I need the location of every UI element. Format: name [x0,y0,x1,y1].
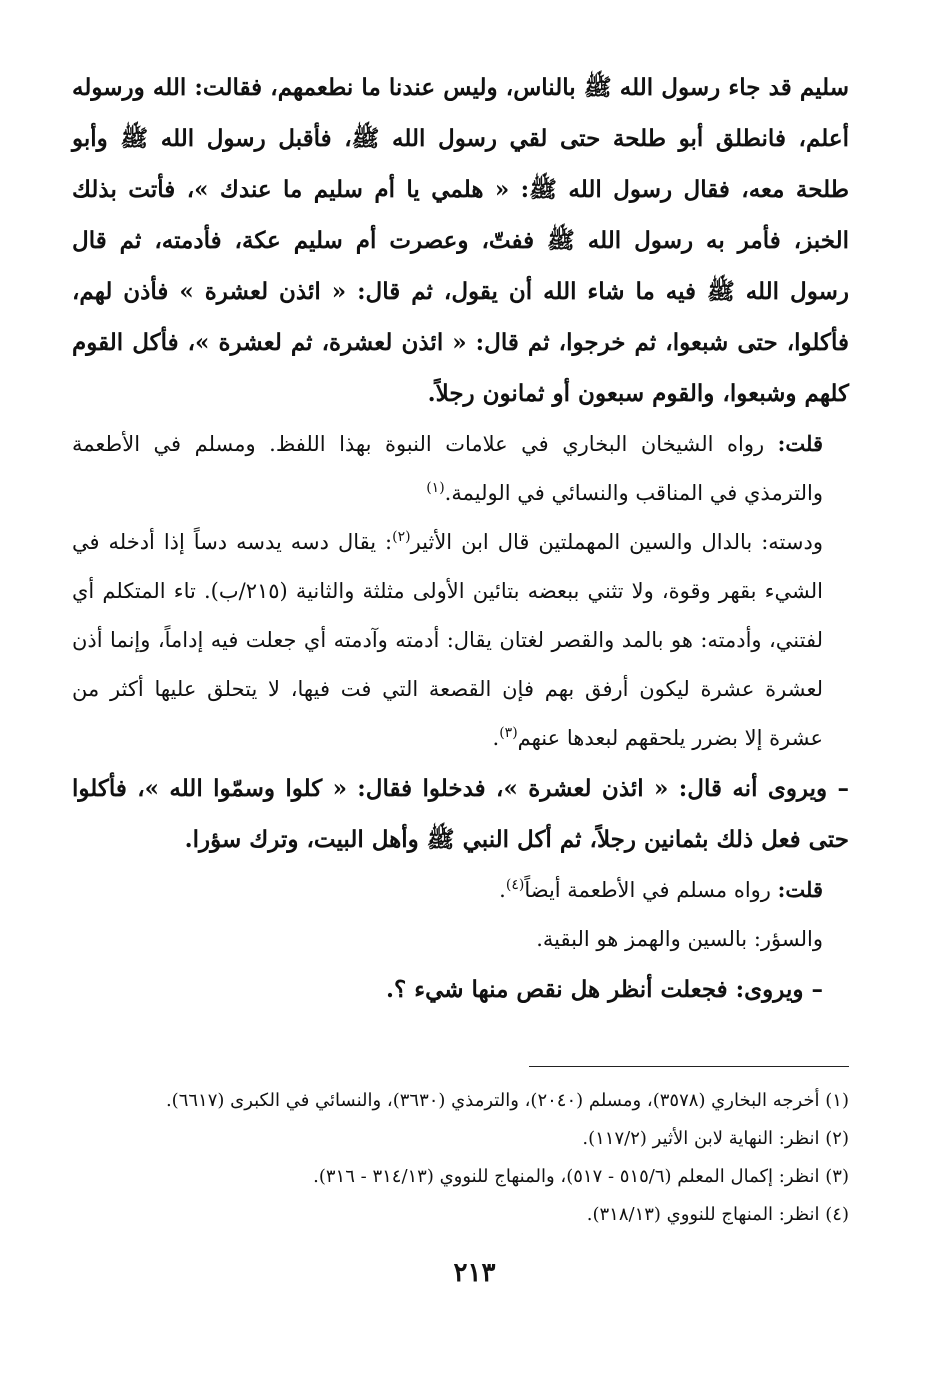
commentary-lead: قلت: [777,431,823,456]
commentary-text: رواه الشيخان البخاري في علامات النبوة بهذا اللفظ. ومسلم في الأطعمة والترمذي في المناقب والنسائي في الوليمة. [72,432,823,505]
definition-text: والسؤر: بالسين والهمز هو البقية. [536,927,823,951]
commentary-text: رواه مسلم في الأطعمة أيضاً [524,878,778,902]
commentary-text: . [499,878,506,902]
footnotes [80,1082,849,1234]
footnote-ref: (٤) [505,877,525,893]
hadith-text: سليم قد جاء رسول الله ﷺ بالناس، وليس عندنا ما نطعمهم، فقالت: الله ورسوله أعلم، فانطلق أبو طلحة حتى لقي رسول الله ﷺ، فأقبل رسول الله ﷺ وأبو طلحة معه، فقال رسول الله ﷺ: « هلمي يا أم سليم ما عندك »، فأتت بذلك الخبز، فأمر به رسول الله ﷺ ففتّ، وعصرت أم سليم عكة، فأدمته، ثم قال رسول الله ﷺ فيه ما شاء الله أن يقول، ثم قال: « ائذن لعشرة » فأذن لهم، فأكلوا، حتى شبعوا، ثم خرجوا، ثم قال: « ائذن لعشرة، ثم لعشرة »، فأكل القوم كلهم وشبعوا، والقوم سبعون أو ثمانون رجلاً. [72,74,849,407]
main-text [72,62,849,1015]
narration-text: – ويروى أنه قال: « ائذن لعشرة »، فدخلوا فقال: « كلوا وسمّوا الله »، فأكلوا حتى فعل ذلك بثمانين رجلاً، ثم أكل النبي ﷺ وأهل البيت، وترك سؤرا. [72,775,849,853]
page-number: ٢١٣ [453,1258,496,1288]
commentary-paragraph [72,419,849,518]
footnote: (٢) انظر: النهاية لابن الأثير (١١٧/٢). [582,1128,849,1149]
explanation-text: ودسته: بالدال والسين المهملتين قال ابن الأثير [410,530,823,554]
explanation-text: . [492,726,500,750]
footnote: (١) أخرجه البخاري (٣٥٧٨)، ومسلم (٢٠٤٠)، والترمذي (٣٦٣٠)، والنسائي في الكبرى (٦٦١٧). [165,1090,849,1111]
definition-paragraph [72,915,849,964]
explanation-text: : يقال دسه يدسه دساً إذا أدخله في الشيء بقهر وقوة، ولا تثني ببعضه بتائين الأولى مثلثة والثانية (٢١٥/ب). تاء المتكلم أي لفتني، وأدمته: هو بالمد والقصر لغتان يقال: أدمته وآدمته أي جعلت فيه إداماً، وإنما أذن لعشرة عشرة ليكون أرفق بهم فإن القصعة التي فت فيها، لا يتحلق عليها أكثر من عشرة إلا بضرر يلحقهم لبعدها عنهم [72,530,823,750]
commentary-lead: قلت: [777,877,823,902]
footnote-ref: (٣) [499,725,518,741]
narration-paragraph [72,964,849,1015]
explanation-paragraph [72,518,849,763]
narration-paragraph [72,763,849,865]
narration-text: – ويروى: فجعلت أنظر هل نقص منها شيء ؟. [386,976,823,1003]
footnote: (٤) انظر: المنهاج للنووي (٣١٨/١٣). [586,1204,849,1225]
footnote: (٣) انظر: إكمال المعلم (٥١٥/٦ - ٥١٧)، والمنهاج للنووي (٣١٤/١٣ - ٣١٦). [313,1166,849,1187]
footnote-ref: (١) [426,480,445,496]
commentary-paragraph [72,865,849,915]
footnote-divider [529,1066,849,1067]
footnote-ref: (٢) [392,529,411,545]
hadith-paragraph [72,62,849,419]
